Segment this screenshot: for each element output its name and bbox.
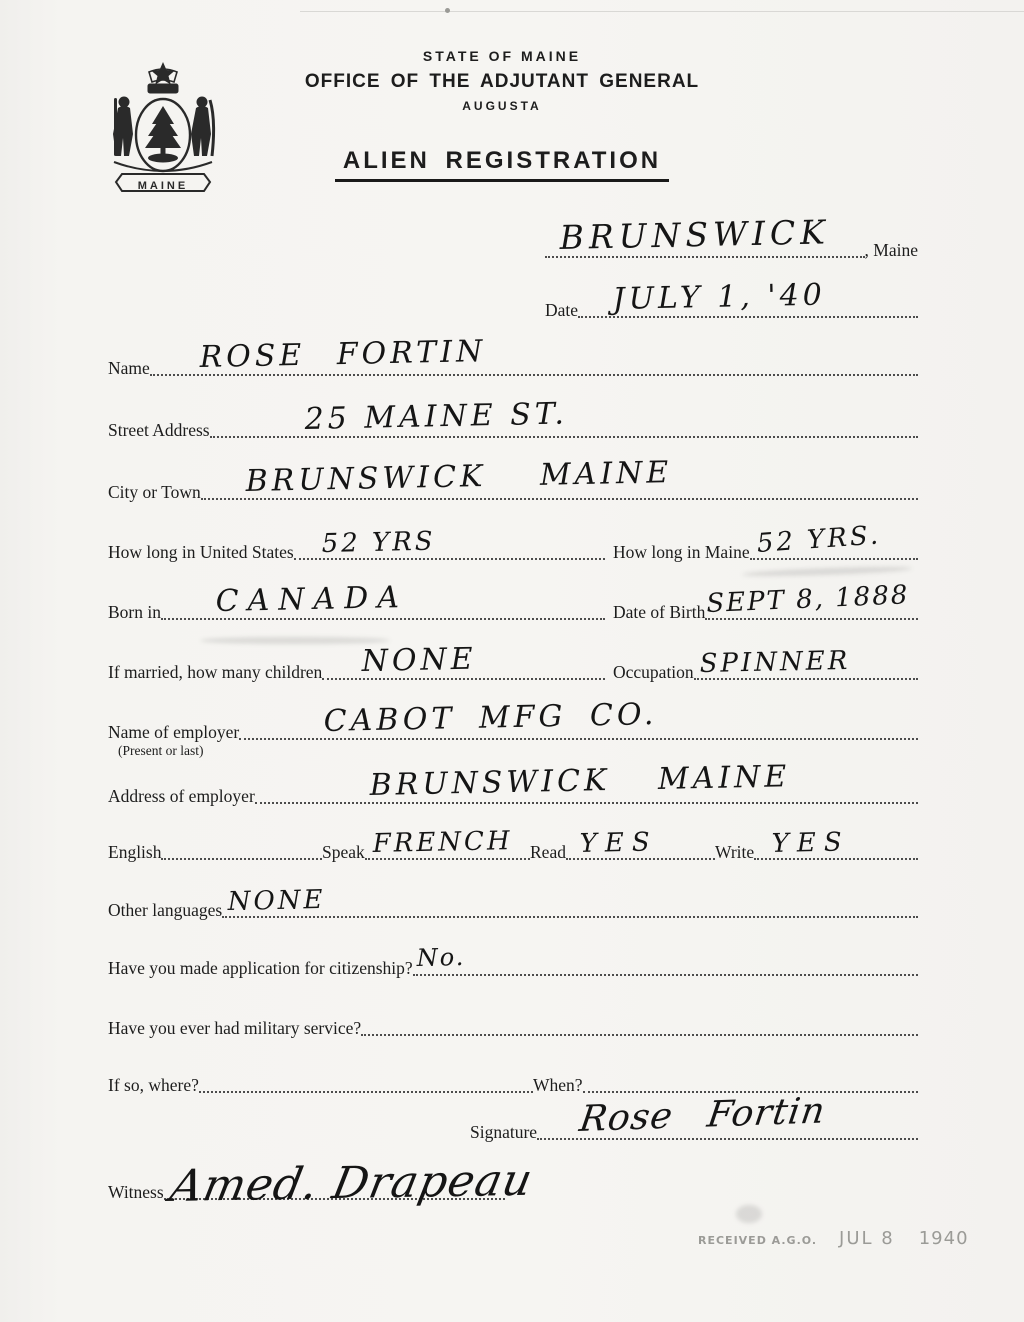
birth-date-line [705,580,918,620]
date-handwriting: JULY 1, '40 [612,277,827,317]
stamp-year-text: 1940 [918,1228,969,1249]
speak-handwriting: FRENCH [372,826,513,859]
military-label: Have you ever had military service? [108,1018,362,1038]
military-line [361,1030,918,1036]
street-handwriting: 25 MAINE ST. [303,396,568,437]
city-town-handwriting: BRUNSWICK MAINE [245,455,673,499]
birth-date-handwriting: SEPT 8, 1888 [706,580,911,619]
citizenship-handwriting: No. [416,942,466,972]
employer-label-main: Name of employer [108,722,240,742]
pencil-smudge [200,637,390,644]
read-handwriting: YES [579,827,658,859]
witness-label: Witness [108,1182,164,1202]
occupation-handwriting: SPINNER [699,645,851,679]
military-row [108,1018,918,1039]
pencil-smudge [736,1205,762,1223]
born-in-field [108,579,605,623]
us-years-label: How long in United States [108,542,294,562]
pencil-smudge [742,565,912,578]
write-field [715,827,918,863]
speak-label: Speak [322,842,365,862]
maine-years-line [750,520,918,560]
received-stamp [698,1228,969,1249]
employer-address-handwriting: BRUNSWICK MAINE [369,759,791,803]
occupation-label: Occupation [613,662,694,682]
signature-handwriting: Rose Fortin [577,1090,829,1140]
stamp-date-text: JUL 8 [839,1228,895,1249]
citizenship-row [108,942,918,979]
maine-years-handwriting: 52 YRS. [755,520,882,559]
seal-banner-text: MAINE [137,180,189,192]
children-handwriting: NONE [361,641,478,679]
born-in-handwriting: CANADA [215,579,409,619]
children-row [108,641,918,683]
citizenship-label: Have you made application for citizenship? [108,958,413,978]
name-line [150,334,918,376]
us-years-handwriting: 52 YRS [321,526,436,559]
witness-line [164,1154,537,1212]
name-handwriting: ROSE FORTIN [199,334,487,375]
english-line [161,854,322,860]
english-label: English [108,842,162,862]
street-label: Street Address [108,420,210,440]
read-line [566,827,715,860]
us-years-field [108,526,605,563]
speak-field [322,826,530,863]
signature-line [537,1090,918,1140]
stamp-received-text: RECEIVED A.G.O. [698,1234,818,1247]
born-in-label: Born in [108,602,161,622]
employer-handwriting: CABOT MFG CO. [323,697,658,739]
born-row [108,579,918,623]
street-row [108,396,918,441]
form-title: ALIEN REGISTRATION [335,147,669,182]
place-line [545,212,865,258]
other-languages-handwriting: NONE [227,884,326,917]
birth-date-label: Date of Birth [613,602,706,622]
employer-sublabel: (Present or last) [118,743,204,758]
scan-edge-line [300,11,1024,12]
form-header [0,48,1004,182]
where-label: If so, where? [108,1075,199,1095]
write-line [754,827,918,860]
other-languages-row [108,884,918,921]
write-label: Write [715,842,755,862]
name-row [108,334,918,379]
date-line [578,277,918,318]
maine-years-field [613,520,918,563]
where-field [108,1075,533,1096]
witness-row [108,1154,537,1212]
occupation-line [694,645,918,680]
maine-years-label: How long in Maine [613,542,750,562]
signature-row [470,1090,918,1143]
augusta-line: AUGUSTA [462,99,542,113]
employer-line [239,697,918,740]
us-years-line [294,526,605,560]
employer-address-line [255,759,918,804]
office-line: OFFICE OF THE ADJUTANT GENERAL [304,71,700,92]
write-handwriting: YES [771,827,851,859]
name-label: Name [108,358,150,378]
born-in-line [161,579,605,620]
place-row [545,212,918,261]
signature-label: Signature [470,1122,538,1142]
scan-speck [445,8,450,13]
english-field [108,842,322,863]
children-label: If married, how many children [108,662,323,682]
city-town-line [201,455,918,500]
street-line [210,396,918,438]
employer-address-row [108,759,918,807]
employer-row [108,697,918,758]
other-languages-label: Other languages [108,900,223,920]
birth-date-field [613,580,918,623]
employer-address-label: Address of employer [108,786,255,806]
city-town-row [108,455,918,503]
employer-label [108,722,240,758]
citizenship-line [413,942,918,976]
witness-handwriting: Amed. Drapeau [165,1154,537,1212]
where-line [199,1087,533,1093]
english-row [108,826,918,863]
other-languages-line [222,884,918,918]
when-field [533,1075,918,1096]
read-label: Read [530,842,566,862]
children-line [322,641,605,680]
children-field [108,641,605,683]
read-field [530,827,715,863]
when-label: When? [533,1075,583,1095]
state-line: STATE OF MAINE [422,48,582,64]
city-town-label: City or Town [108,482,201,502]
when-line [583,1087,918,1093]
speak-line [365,826,530,860]
occupation-field [613,645,918,683]
how-long-row [108,520,918,563]
maine-suffix-label: , Maine [864,240,918,260]
date-label: Date [545,300,579,320]
place-handwriting: BRUNSWICK [559,212,831,257]
date-row [545,277,918,321]
